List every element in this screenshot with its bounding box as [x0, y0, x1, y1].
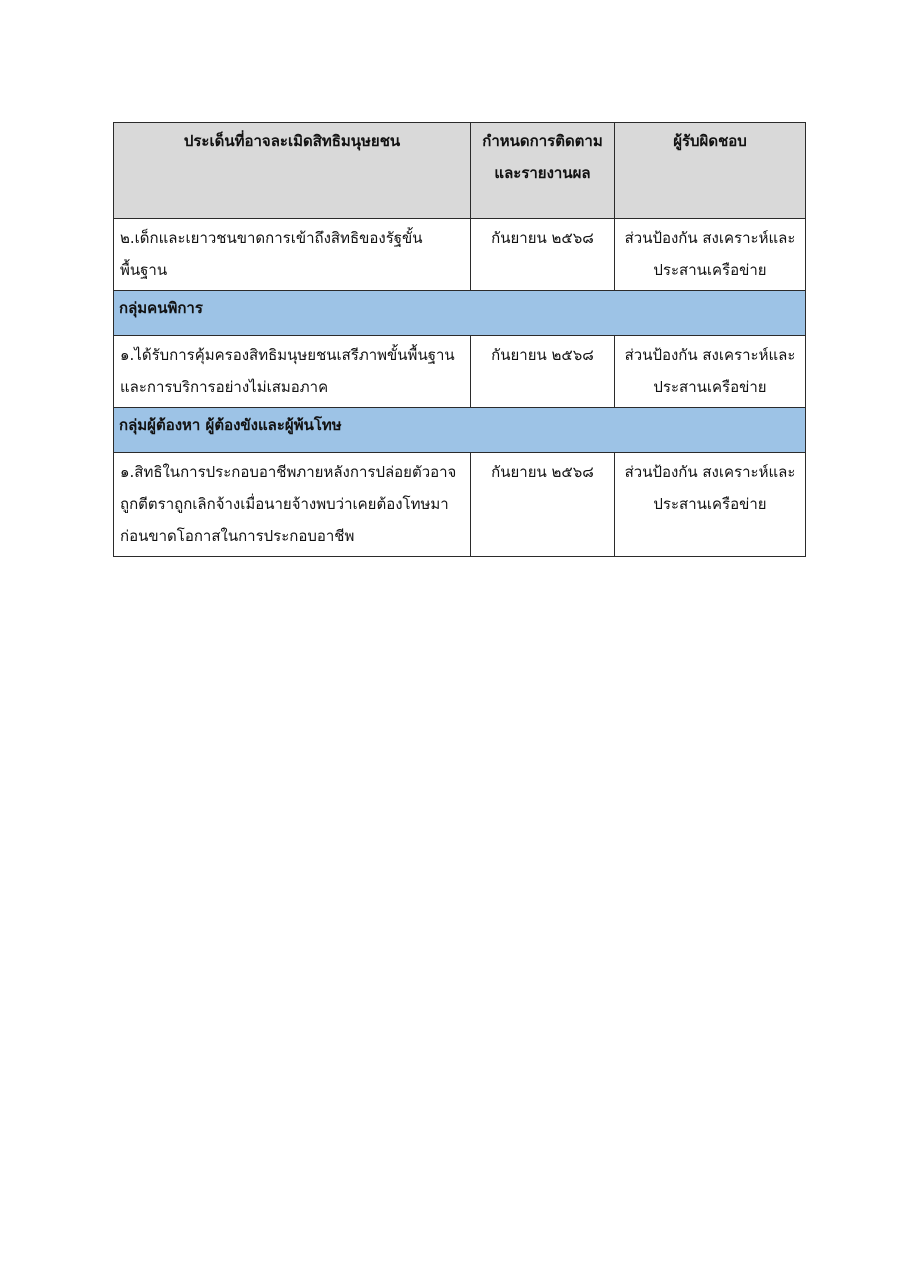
deadline-cell [471, 219, 615, 291]
group-title: กลุ่มผู้ต้องหา ผู้ต้องขังและผู้พ้นโทษ [119, 416, 342, 434]
header-deadline-line2: และรายงานผล [494, 164, 591, 182]
issue-line: ๑.สิทธิในการประกอบอาชีพภายหลังการปล่อยตัวอาจ [120, 463, 457, 481]
owner-line: ส่วนป้องกัน สงเคราะห์และ [624, 346, 796, 364]
group-title-cell [114, 291, 806, 336]
group-title-cell [114, 408, 806, 453]
deadline-text: กันยายน ๒๕๖๘ [491, 346, 594, 364]
issue-cell [114, 336, 471, 408]
table-row [114, 453, 806, 557]
owner-cell [615, 453, 806, 557]
issue-line: และการบริการอย่างไม่เสมอภาค [120, 378, 329, 396]
issue-line: ๑.ได้รับการคุ้มครองสิทธิมนุษยชนเสรีภาพขั้นพื้นฐาน [120, 346, 455, 364]
rights-issues-table [113, 122, 806, 557]
deadline-cell [471, 336, 615, 408]
issue-line: ถูกตีตราถูกเลิกจ้างเมื่อนายจ้างพบว่าเคยต้องโทษมา [120, 495, 449, 513]
issue-cell [114, 453, 471, 557]
owner-line: ประสานเครือข่าย [653, 378, 767, 396]
owner-line: ประสานเครือข่าย [653, 495, 767, 513]
header-deadline-line1: กำหนดการติดตาม [482, 132, 603, 150]
header-owner [615, 123, 806, 219]
deadline-cell [471, 453, 615, 557]
header-issue-text: ประเด็นที่อาจละเมิดสิทธิมนุษยชน [183, 132, 401, 150]
issue-line: ก่อนขาดโอกาสในการประกอบอาชีพ [120, 527, 355, 545]
table-row [114, 336, 806, 408]
deadline-text: กันยายน ๒๕๖๘ [491, 229, 594, 247]
table-row [114, 219, 806, 291]
issue-line: พื้นฐาน [120, 261, 168, 279]
table-header-row [114, 123, 806, 219]
issue-line: ๒.เด็กและเยาวชนขาดการเข้าถึงสิทธิของรัฐขั้น [120, 229, 423, 247]
header-deadline [471, 123, 615, 219]
issue-cell [114, 219, 471, 291]
owner-cell [615, 219, 806, 291]
owner-cell [615, 336, 806, 408]
group-title: กลุ่มคนพิการ [119, 299, 203, 317]
header-owner-text: ผู้รับผิดชอบ [673, 132, 747, 150]
group-row-inmates [114, 408, 806, 453]
owner-line: ส่วนป้องกัน สงเคราะห์และ [624, 229, 796, 247]
owner-line: ส่วนป้องกัน สงเคราะห์และ [624, 463, 796, 481]
deadline-text: กันยายน ๒๕๖๘ [491, 463, 594, 481]
owner-line: ประสานเครือข่าย [653, 261, 767, 279]
header-issue [114, 123, 471, 219]
group-row-disabled [114, 291, 806, 336]
